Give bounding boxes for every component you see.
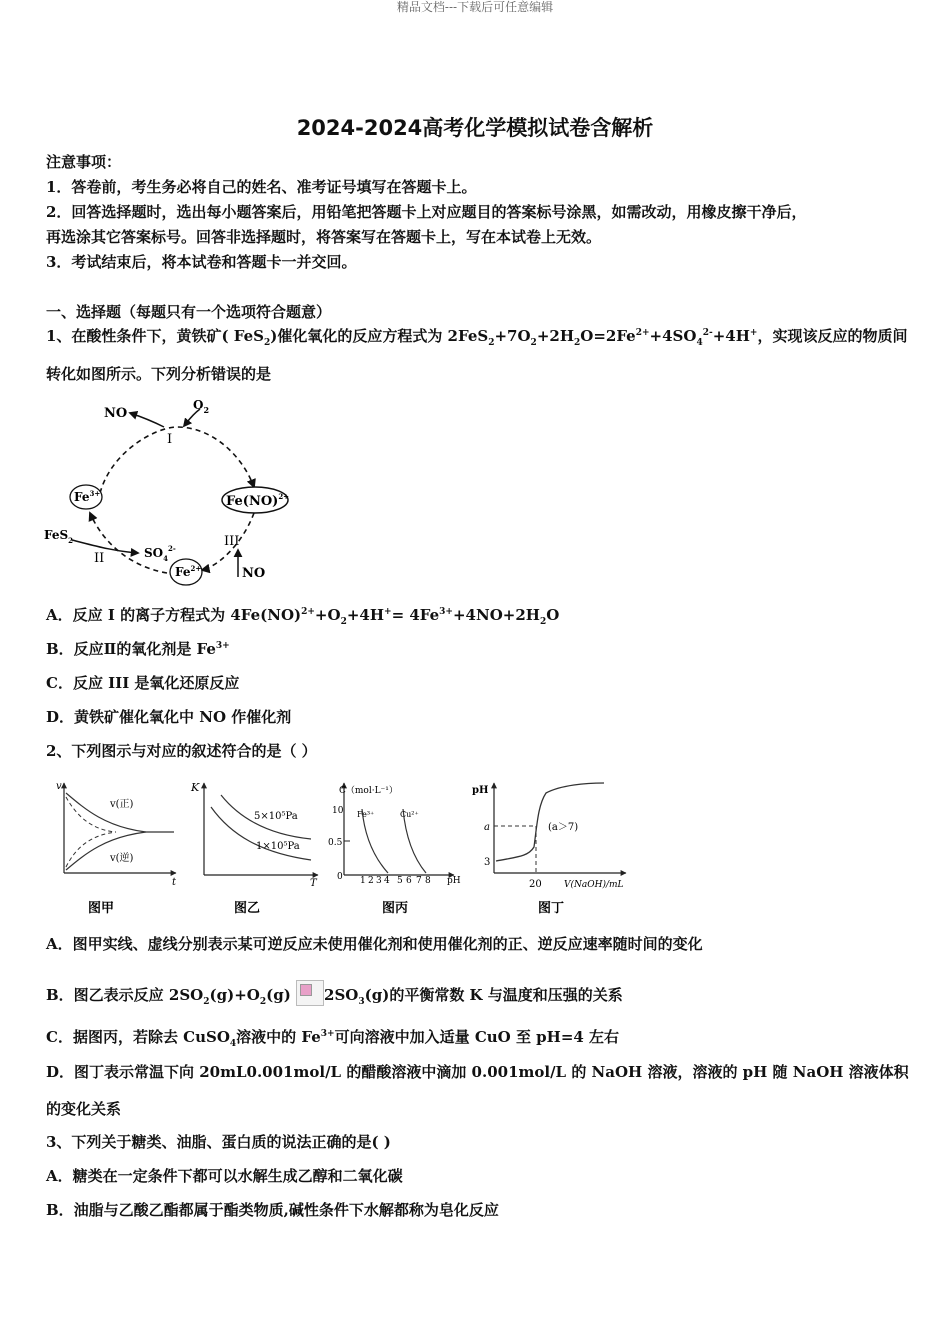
jia-xlabel: t [172,877,177,888]
o2-label: $O_2$ [193,398,210,415]
bing-xtick: 5 [397,876,403,886]
yi-caption: 图乙 [234,901,261,916]
jia-ylabel: v [56,781,62,792]
yi-xlabel: T [310,878,317,889]
ding-y-a: a [484,822,490,833]
fe2-label: $Fe^{2+}$ [175,564,202,579]
bing-xtick: 7 [416,876,422,886]
q2-option-d-cont: 的变化关系 [46,1100,122,1118]
bing-xlabel: pH [447,876,461,886]
jia-reverse-label: v(逆) [110,853,134,864]
bing-xtick: 6 [406,876,412,886]
page-header: 精品文档---下载后可任意编辑 [396,0,554,14]
bing-xtick: 2 [368,876,374,886]
chart-jia [56,781,177,916]
q3-option-b: B．油脂与乙酸乙酯都属于酯类物质,碱性条件下水解都称为皂化反应 [46,1201,499,1219]
no-label: NO [104,406,128,421]
fes2-label: FeS$_2$ [44,528,74,545]
jia-forward-dashed [66,797,116,832]
notice-heading: 注意事项： [46,153,122,171]
fe3-label: $Fe^{3+}$ [74,489,101,504]
bing-caption: 图丙 [382,901,409,916]
bing-ytick: 10 [332,806,344,816]
jia-caption: 图甲 [88,901,115,916]
q1-option-b: B．反应Ⅱ的氧化剂是 $Fe^{3+}$ [46,640,230,658]
q1-stem: 1、在酸性条件下，黄铁矿( FeS$_2$)催化氧化的反应方程式为 $2FeS_2+7O_2+2H_2O=2Fe^{2+}+4SO_4^{2-}+4H^+$，实现该反应的物质间 [46,327,908,348]
jia-reverse-solid [66,832,146,870]
jia-forward-label: v(正) [110,799,134,810]
q2-stem: 2、下列图示与对应的叙述符合的是（ ） [46,742,317,760]
q1-option-a: A．反应 I 的离子方程式为 $4Fe(NO)^{2+}+O_2+4H^+= 4Fe^{3+}+4NO+2H_2O$ [46,606,560,627]
yi-curve2-label: 1×10⁵Pa [256,841,300,852]
bing-xtick: 8 [425,876,431,886]
ding-x-20: 20 [529,879,542,890]
notice-item: 3．考试结束后，将本试卷和答题卡一并交回。 [46,253,357,271]
reaction-i-label: I [167,432,173,447]
bing-xtick: 3 [376,876,382,886]
q1-cycle-diagram [42,395,302,590]
q2-option-c: C．据图丙，若除去 CuSO$_4$溶液中的 $Fe^{3+}$可向溶液中加入适量 CuO 至 pH=4 左右 [46,1028,620,1049]
notice-item: 再选涂其它答案标号。回答非选择题时，将答案写在答题卡上，写在本试卷上无效。 [46,228,602,246]
broken-image-icon [300,984,312,996]
page-title: 2024-2024高考化学模拟试卷含解析 [296,116,654,140]
ding-caption: 图丁 [538,901,565,916]
equilibrium-arrow-image [296,980,324,1006]
chart-yi [190,781,318,916]
no-bottom-label: NO [242,566,266,581]
section-heading: 一、选择题（每题只有一个选项符合题意） [46,303,332,321]
notice-item: 1．答卷前，考生务必将自己的姓名、准考证号填写在答题卡上。 [46,178,477,196]
bing-cu2-label: Cu²⁺ [400,810,419,819]
bing-xtick: 4 [384,876,390,886]
yi-curve1-label: 5×10⁵Pa [254,811,298,822]
ding-note: (a＞7) [548,822,579,833]
yi-ylabel: K [191,781,200,794]
ding-y-3: 3 [484,857,491,868]
q3-stem: 3、下列关于糖类、油脂、蛋白质的说法正确的是( ) [46,1133,391,1151]
q2-charts [46,775,646,920]
reaction-iii-label: III [224,534,240,549]
bing-ytick: 0.5 [328,838,343,848]
q1-option-c: C．反应 III 是氧化还原反应 [46,674,240,692]
bing-ytick: 0 [337,872,343,882]
bing-fe3-label: Fe³⁺ [357,810,375,819]
jia-reverse-dashed [66,832,116,867]
q2-option-b: B．图乙表示反应 $2SO_2(g)+O_2(g)$ $2SO_3(g)$的平衡常数 K 与温度和压强的关系 [46,980,623,1006]
bing-xtick: 1 [360,876,366,886]
feno-label: Fe(NO)$^{2+}$ [226,492,290,509]
q3-option-a: A．糖类在一定条件下都可以水解生成乙醇和二氧化碳 [46,1167,403,1185]
reaction-ii-label: II [94,551,105,566]
no-out-arrow [130,413,164,427]
chart-ding [472,783,626,916]
notice-item: 2．回答选择题时，选出每小题答案后，用铅笔把答题卡上对应题目的答案标号涂黑，如需改动，用橡皮擦干净后， [46,203,807,221]
chart-bing [328,783,461,916]
bing-ylabel: C（mol·L⁻¹） [339,786,398,796]
q1-option-d: D．黄铁矿催化氧化中 NO 作催化剂 [46,708,292,726]
so4-label: $SO_4^{2-}$ [144,544,176,563]
cycle-arc-top [100,427,254,493]
q2-option-a: A．图甲实线、虚线分别表示某可逆反应未使用催化剂和使用催化剂的正、逆反应速率随时间的变化 [46,935,703,953]
fes2-arrow [72,540,138,553]
ding-xlabel: V(NaOH)/mL [564,880,624,890]
ding-ylabel: pH [472,785,489,796]
q1-stem-cont: 转化如图所示。下列分析错误的是 [46,365,272,383]
q2-option-d: D．图丁表示常温下向 20mL0.001mol/L 的醋酸溶液中滴加 0.001mol/L 的 NaOH 溶液，溶液的 pH 随 NaOH 溶液体积 [46,1063,909,1081]
